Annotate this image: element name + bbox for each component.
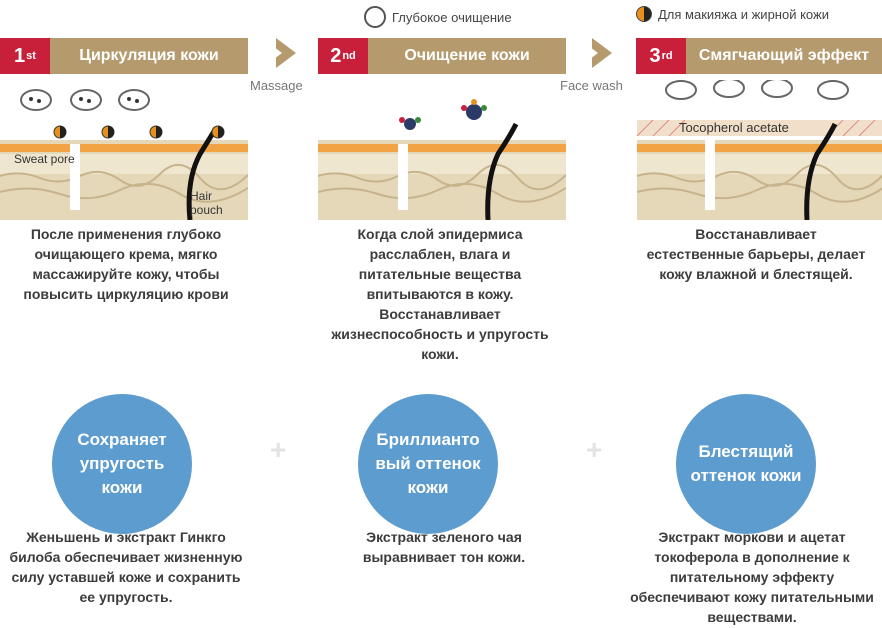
legend-makeup-oily: [636, 6, 829, 22]
cleansing-particle-icon: [714, 80, 744, 97]
benefit-3-title: Блестящий оттенок кожи: [690, 442, 802, 485]
arrow-right-icon: [276, 38, 296, 68]
benefit-3-circle: [676, 394, 816, 534]
cleansing-particle-icon: [119, 90, 149, 110]
benefit-2-title: Бриллианто вый оттенок кожи: [375, 430, 481, 497]
step-1-number: 1 st: [0, 38, 50, 74]
benefit-1-text: Женьшень и экстракт Гинкго билоба обеспечивает жизненную силу уставшей коже и сохранить ее упругость.: [9, 529, 243, 605]
cleansing-particle-icon: [364, 6, 386, 28]
hair-label: Hair: [190, 189, 213, 203]
cleansing-particle-icon: [71, 90, 101, 110]
step-3-title: Смягчающий эффект: [686, 38, 882, 74]
skin-cleansing-diagram: [318, 80, 566, 220]
step-3-header: [636, 38, 882, 74]
step-1-header: [0, 38, 248, 74]
tocopherol-label: Tocopherol acetate: [679, 120, 789, 135]
step-1-description: После применения глубоко очищающего крема, мягко массажируйте кожу, чтобы повысить циркуляцию крови: [23, 226, 229, 302]
massage-label: Massage: [250, 78, 303, 93]
plus-icon: +: [586, 434, 603, 465]
legend-makeup-oily-label: Для макияжа и жирной кожи: [658, 6, 829, 22]
legend-deep-cleansing-label: Глубокое очищение: [392, 9, 512, 25]
cleansing-particle-icon: [818, 81, 848, 99]
cleansing-particle-icon: [21, 90, 51, 110]
sweat-pore-label: Sweat pore: [14, 152, 75, 166]
step-3-description: Восстанавливает естественные барьеры, делает кожу влажной и блестящей.: [646, 226, 866, 282]
skin-softening-diagram: [636, 80, 882, 220]
legend-deep-cleansing: [364, 6, 512, 28]
cleansing-particle-icon: [762, 80, 792, 97]
benefit-2-text: Экстракт зеленого чая выравнивает тон кожи.: [362, 529, 526, 565]
nutrient-molecule-icon: [399, 117, 421, 130]
step-2-header: [318, 38, 566, 74]
pouch-label: pouch: [190, 203, 223, 217]
nutrient-molecule-icon: [461, 99, 487, 120]
benefit-1-title: Сохраняет упругость кожи: [77, 430, 167, 497]
step-1-title: Циркуляция кожи: [50, 38, 248, 74]
step-3-number: 3 rd: [636, 38, 686, 74]
plus-icon: +: [270, 434, 287, 465]
step-2-description: Когда слой эпидермиса расслаблен, влага и питательные вещества впитываются в кожу. Восстанавливает жизнеспособность и упругость кожи.: [331, 226, 549, 362]
face-wash-label: Face wash: [560, 78, 623, 93]
benefit-3-text: Экстракт моркови и ацетат токоферола в дополнение к питательному эффекту обеспечивают кожу питательными веществами.: [630, 529, 874, 625]
skin-circulation-diagram: [0, 80, 248, 220]
benefit-2-circle: [358, 394, 498, 534]
step-2-title: Очищение кожи: [368, 38, 566, 74]
oil-particle-icon: [636, 6, 652, 22]
step-2-number: 2 nd: [318, 38, 368, 74]
benefit-1-circle: [52, 394, 192, 534]
arrow-right-icon: [592, 38, 612, 68]
cleansing-particle-icon: [666, 81, 696, 99]
